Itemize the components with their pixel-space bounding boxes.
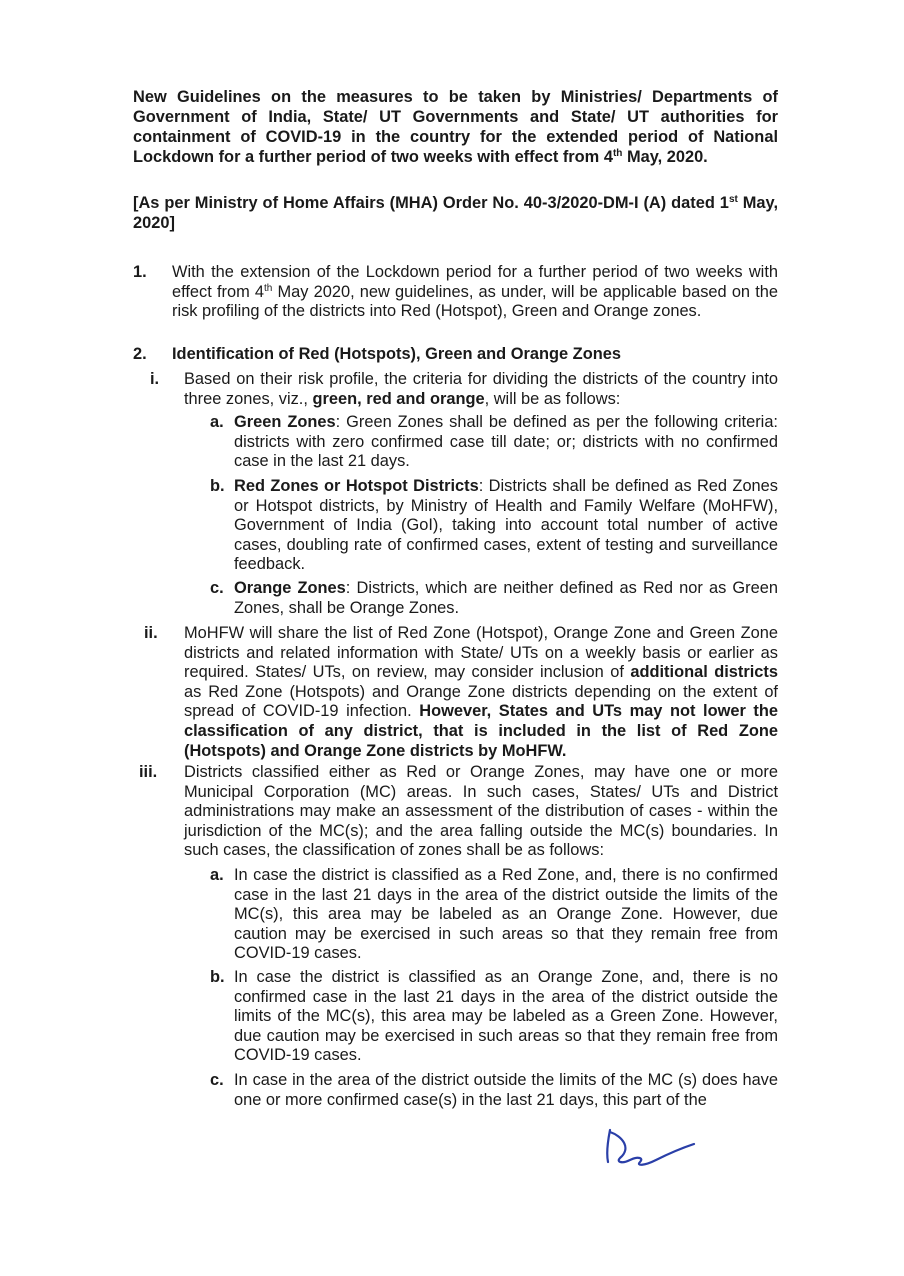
para-1-number: 1.	[133, 263, 147, 281]
green-zones-definition: Green Zones: Green Zones shall be defined as per the following criteria: districts with zero confirmed case till date; or; districts with no confirmed case in the last 21 days.	[234, 413, 778, 471]
sub-i-a-label: a.	[210, 413, 224, 431]
sub-ii-number: ii.	[144, 624, 158, 642]
sub-iii-b-text: In case the district is classified as an Orange Zone, and, there is no confirmed case in the last 21 days in the area of the district outside the limits of the MC(s), this area may be labeled as a Green Zone. However, due caution may be exercised in such areas so that they remain free from COVID-19 cases.	[234, 968, 778, 1065]
signature-mark	[600, 1118, 700, 1170]
sub-iii-c-text: In case in the area of the district outside the limits of the MC (s) does have one or more confirmed case(s) in the last 21 days, this part of the	[234, 1071, 778, 1109]
sub-i-number: i.	[150, 370, 160, 388]
orange-zones-definition: Orange Zones: Districts, which are neither defined as Red nor as Green Zones, shall be Orange Zones.	[234, 579, 778, 617]
sub-iii-a-label: a.	[210, 866, 224, 884]
sub-iii-a-text: In case the district is classified as a Red Zone, and, there is no confirmed case in the last 21 days in the area of the district outside the limits of the MC(s), this area may be labeled as an Orange Zone. However, due caution may be exercised in such areas so that they remain free from COVID-19 cases.	[234, 866, 778, 963]
para-2-heading: Identification of Red (Hotspots), Green and Orange Zones	[172, 345, 621, 363]
sub-iii-c-label: c.	[210, 1071, 224, 1089]
sub-i-text: Based on their risk profile, the criteria for dividing the districts of the country into three zones, viz., green, red and orange, will be as follows:	[184, 370, 778, 408]
sub-ii-text: MoHFW will share the list of Red Zone (Hotspot), Orange Zone and Green Zone districts and related information with State/ UTs on a weekly basis or earlier as required. States/ UTs, on review, may consider inclusion of additional districts as Red Zone (Hotspots) and Orange Zone districts depending on the extent of spread of COVID-19 infection. However, States and UTs may not lower the classification of any district, that is included in the list of Red Zone (Hotspots) and Orange Zone districts by MoHFW.	[184, 624, 778, 760]
document-title: New Guidelines on the measures to be taken by Ministries/ Departments of Government of India, State/ UT Governments and State/ UT authorities for containment of COVID-19 in the country for the extended period of National Lockdown for a further period of two weeks with effect from 4th May, 2020.	[133, 88, 778, 166]
sub-iii-number: iii.	[139, 763, 158, 781]
red-zones-definition: Red Zones or Hotspot Districts: Districts shall be defined as Red Zones or Hotspot districts, by Ministry of Health and Family Welfare (MoHFW), Government of India (GoI), taking into account total number of active cases, doubling rate of confirmed cases, extent of testing and surveillance feedback.	[234, 477, 778, 574]
para-1-text: With the extension of the Lockdown period for a further period of two weeks with effect from 4th May 2020, new guidelines, as under, will be applicable based on the risk profiling of the districts into Red (Hotspot), Green and Orange zones.	[172, 263, 778, 321]
para-2-number: 2.	[133, 345, 147, 363]
order-reference: [As per Ministry of Home Affairs (MHA) Order No. 40-3/2020-DM-I (A) dated 1st May, 2020]	[133, 194, 778, 232]
sub-iii-b-label: b.	[210, 968, 225, 986]
sub-i-b-label: b.	[210, 477, 225, 495]
sub-iii-text: Districts classified either as Red or Orange Zones, may have one or more Municipal Corporation (MC) areas. In such cases, States/ UTs and District administrations may make an assessment of the distribution of cases - within the jurisdiction of the MC(s); and the area falling outside the MC(s) boundaries. In such cases, the classification of zones shall be as follows:	[184, 763, 778, 860]
sub-i-c-label: c.	[210, 579, 224, 597]
